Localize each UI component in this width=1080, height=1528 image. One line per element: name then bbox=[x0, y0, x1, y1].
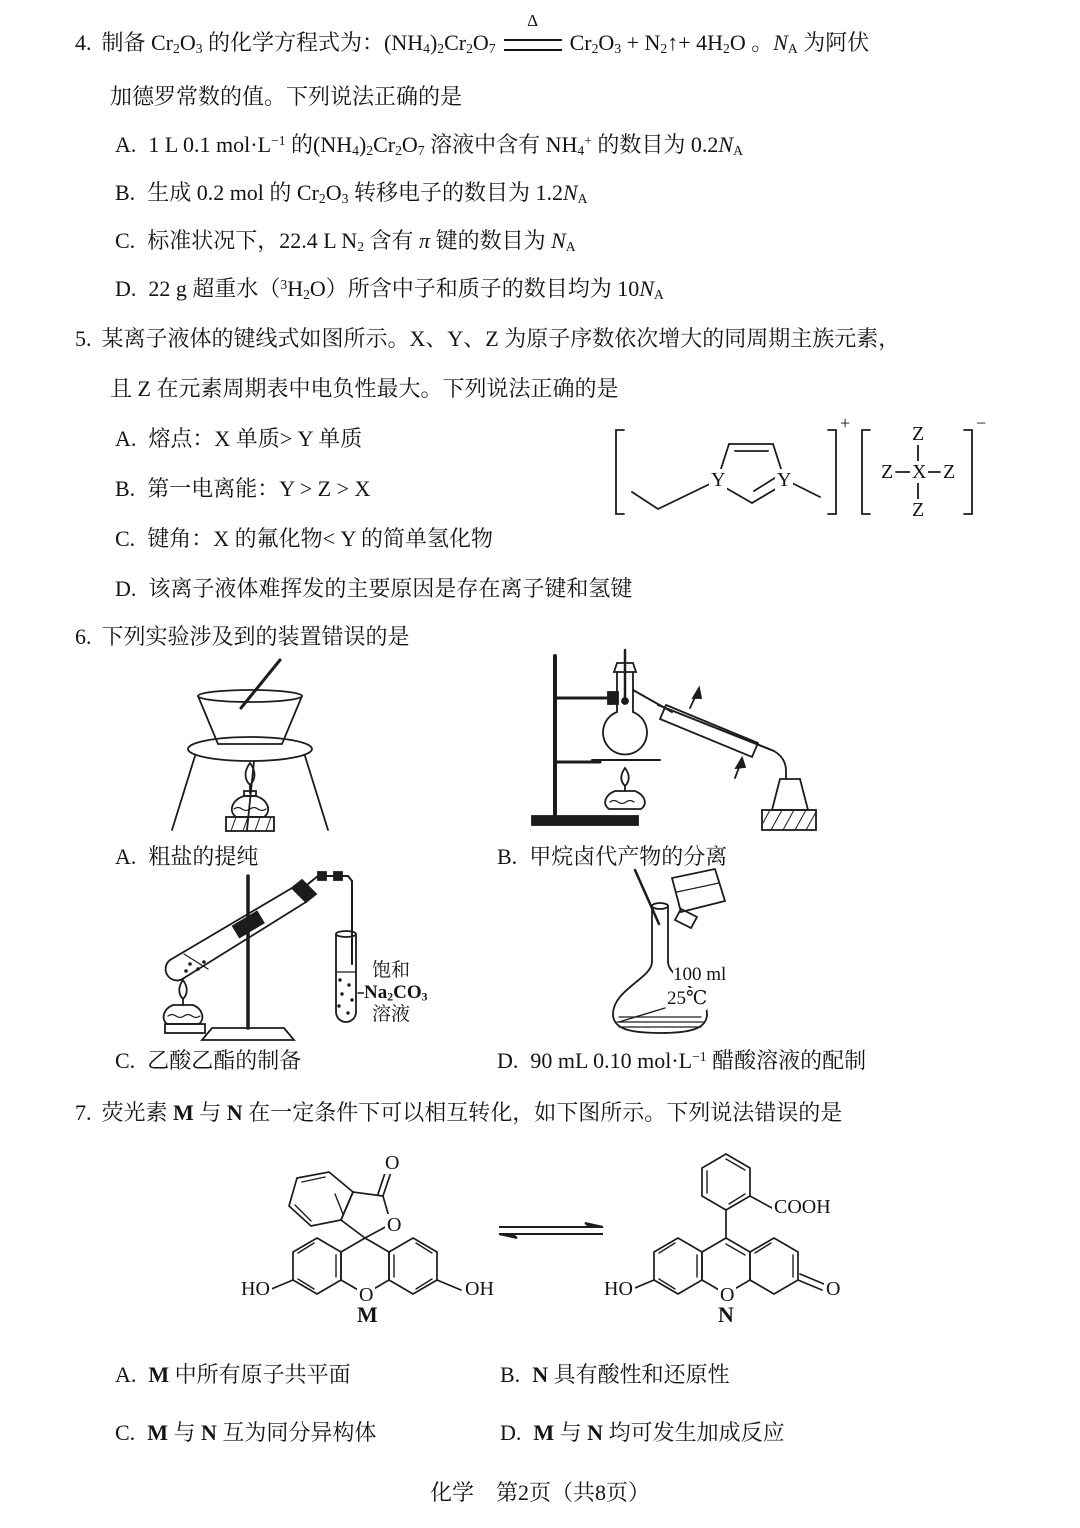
callout-line bbox=[619, 1008, 665, 1022]
stopper bbox=[292, 880, 316, 902]
flame bbox=[179, 980, 187, 999]
option-letter: B. bbox=[497, 844, 518, 869]
volume-label: 100 ml bbox=[673, 964, 727, 985]
option-text: 甲烷卤代产物的分离 bbox=[529, 844, 728, 869]
option-letter: B. bbox=[115, 180, 136, 205]
cation-charge: + bbox=[840, 413, 851, 433]
option-text: 该离子液体难挥发的主要原因是存在离子键和氢键 bbox=[148, 576, 633, 601]
q4-number: 4. bbox=[75, 30, 92, 55]
receiving-flask bbox=[772, 779, 808, 810]
iron-ring bbox=[188, 737, 312, 761]
atom-x: X bbox=[912, 461, 927, 483]
q7-option-c bbox=[115, 1416, 376, 1450]
q7-option-b bbox=[500, 1358, 730, 1392]
label-M: M bbox=[357, 1302, 378, 1327]
benzo-ring bbox=[289, 1172, 353, 1226]
anion-bracket-right bbox=[964, 430, 972, 514]
atom-O-ring: O bbox=[720, 1284, 735, 1306]
condenser-jacket bbox=[660, 705, 758, 757]
figure-ethyl-acetate-apparatus bbox=[120, 872, 450, 1042]
option-letter: C. bbox=[115, 228, 136, 253]
flame bbox=[621, 768, 629, 786]
atom-O-carbonyl: O bbox=[385, 1152, 400, 1174]
solution-label: 溶液 bbox=[372, 1004, 411, 1025]
q4-option-c bbox=[115, 224, 576, 258]
anion-charge: − bbox=[976, 413, 987, 433]
group-COOH: COOH bbox=[774, 1196, 831, 1218]
water-outlet-arrow bbox=[693, 688, 701, 698]
atom-z-left: Z bbox=[881, 461, 894, 483]
q4-stem-pre: 制备 $Cr_2O_3$ 的化学方程式为：$(NH_4)_2Cr_2O_7$ bbox=[101, 30, 496, 56]
option-letter: B. bbox=[500, 1362, 521, 1387]
atom-HO: HO bbox=[604, 1278, 633, 1300]
methyl-bond bbox=[792, 483, 820, 497]
option-text: 90 mL 0.10 $mol\cdot L^{-1}$ 醋酸溶液的配制 bbox=[530, 1048, 867, 1073]
option-letter: D. bbox=[115, 576, 137, 601]
q6-option-c bbox=[115, 1044, 301, 1078]
option-letter: D. bbox=[115, 276, 137, 301]
option-letter: A. bbox=[115, 426, 137, 451]
right-ring bbox=[389, 1238, 437, 1294]
option-text: 1 L 0.1 $mol\cdot L^{-1}$ 的$(NH_4)_2Cr_2O_7$ 溶液中含有 $NH_4^+$ 的数目为 $0.2N_A$ bbox=[148, 132, 743, 158]
q5-option-b bbox=[115, 472, 370, 506]
q6-stem bbox=[75, 620, 410, 654]
arrow-right bbox=[585, 1223, 603, 1227]
anion-bracket-left bbox=[862, 430, 870, 514]
thermometer-bulb bbox=[622, 698, 628, 704]
q6-option-d bbox=[497, 1044, 866, 1078]
water-inlet-arrow bbox=[736, 758, 745, 768]
q5-option-d bbox=[115, 572, 632, 606]
small-cup bbox=[675, 909, 697, 928]
tripod-leg bbox=[172, 756, 195, 830]
option-text: 标准状况下，22.4 L $N_2$ 含有 π 键的数目为 $N_A$ bbox=[147, 228, 576, 254]
delta-symbol: Δ bbox=[527, 10, 539, 30]
option-text: 生成 0.2 mol 的 $Cr_2O_3$ 转移电子的数目为 $1.2N_A$ bbox=[147, 180, 588, 206]
option-text: 熔点：X 单质> Y 单质 bbox=[148, 426, 363, 451]
tripod-leg bbox=[305, 756, 328, 830]
q5-stem-line1 bbox=[75, 322, 900, 356]
figure-volumetric-flask-apparatus bbox=[555, 866, 815, 1044]
adapter-bend bbox=[774, 751, 786, 779]
ethyl-chain bbox=[632, 480, 718, 509]
lamp-body bbox=[605, 791, 645, 809]
q7-number: 7. bbox=[75, 1100, 92, 1125]
q5-option-c bbox=[115, 522, 493, 556]
atom-O-ester: O bbox=[387, 1214, 402, 1236]
beaker bbox=[672, 869, 725, 912]
option-letter: A. bbox=[115, 844, 137, 869]
beaker-liquid bbox=[677, 883, 719, 892]
right-ring bbox=[750, 1238, 798, 1294]
atom-OH: OH bbox=[465, 1278, 494, 1300]
lamp-base bbox=[165, 1024, 205, 1033]
page-footer: 化学 第2页（共8页） bbox=[429, 1480, 650, 1505]
q5-stem-line2: 且 Z 在元素周期表中电负性最大。下列说法正确的是 bbox=[110, 376, 619, 401]
q7-stem bbox=[75, 1096, 842, 1130]
figure-distillation-apparatus bbox=[520, 648, 820, 838]
tube-connector bbox=[318, 872, 326, 880]
option-text: N 具有酸性和还原性 bbox=[532, 1362, 730, 1387]
atom-z-top: Z bbox=[912, 423, 925, 445]
option-text: 22 g 超重水$(^3H_2O)$所含中子和质子的数目均为 $10N_A$ bbox=[148, 276, 664, 302]
q5-number: 5. bbox=[75, 326, 92, 351]
ho-bond bbox=[269, 1280, 293, 1290]
q4-option-a bbox=[115, 128, 743, 162]
atom-y2: Y bbox=[777, 469, 792, 491]
q4-stem-line2: 加德罗常数的值。下列说法正确的是 bbox=[110, 84, 463, 109]
atom-HO: HO bbox=[241, 1278, 270, 1300]
q7-option-a bbox=[115, 1358, 351, 1392]
q4-stem-post: $Cr_2O_3$ + $N_2↑+ 4H_2O$ 。$N_A$ 为阿伏 bbox=[569, 30, 870, 56]
oh-bond bbox=[437, 1280, 461, 1290]
figure-evaporation-apparatus bbox=[150, 658, 430, 836]
left-ring bbox=[654, 1238, 702, 1294]
lamp-fuel bbox=[610, 801, 634, 804]
atom-z-bottom: Z bbox=[912, 499, 925, 521]
option-text: 第一电离能：Y > Z > X bbox=[147, 476, 371, 501]
label-N: N bbox=[718, 1302, 734, 1327]
benzo-ring bbox=[702, 1154, 750, 1210]
option-text: 乙酸乙酯的制备 bbox=[147, 1048, 302, 1073]
option-letter: C. bbox=[115, 1048, 136, 1073]
q4-option-b bbox=[115, 176, 587, 210]
option-letter: C. bbox=[115, 526, 136, 551]
test-tube-bottom bbox=[166, 960, 184, 980]
q7-option-d bbox=[500, 1416, 785, 1450]
equilibrium-arrow bbox=[495, 1222, 607, 1240]
option-letter: A. bbox=[115, 1362, 137, 1387]
arrow-left bbox=[499, 1234, 517, 1238]
lamp-fuel bbox=[168, 1015, 200, 1018]
glass-rod bbox=[635, 870, 659, 924]
atom-z-right: Z bbox=[943, 461, 956, 483]
q6-stem-text: 下列实验涉及到的装置错误的是 bbox=[101, 624, 410, 649]
option-letter: A. bbox=[115, 132, 137, 157]
q4-option-d bbox=[115, 272, 664, 306]
q4-stem-line1 bbox=[75, 10, 870, 60]
q6-option-a bbox=[115, 840, 258, 874]
heat-condition-equals bbox=[504, 10, 562, 51]
left-ring bbox=[293, 1238, 341, 1294]
option-letter: C. bbox=[115, 1420, 136, 1445]
atom-O-exo: O bbox=[826, 1278, 841, 1300]
q5-ionic-liquid-structure bbox=[612, 412, 992, 534]
saturated-label: 饱和 bbox=[372, 960, 411, 981]
structure-N-fluorescein-open bbox=[604, 1138, 868, 1333]
atom-y1: Y bbox=[711, 469, 726, 491]
option-text: 键角：X 的氟化物< Y 的简单氢化物 bbox=[147, 526, 494, 551]
cooh-bond bbox=[750, 1196, 772, 1208]
na2co3-label: $Na_2CO_3$ bbox=[364, 982, 428, 1004]
temperature-label: 25℃ bbox=[667, 988, 708, 1009]
option-letter: D. bbox=[500, 1420, 522, 1445]
option-letter: D. bbox=[497, 1048, 519, 1073]
option-text: M 与 N 互为同分异构体 bbox=[147, 1420, 377, 1445]
q6-number: 6. bbox=[75, 624, 92, 649]
lactone-ring bbox=[341, 1192, 391, 1238]
distilling-flask bbox=[603, 712, 647, 754]
tube-connector bbox=[334, 872, 342, 880]
atom-O-ring: O bbox=[359, 1284, 374, 1306]
structure-M-fluorescein-lactone bbox=[235, 1138, 525, 1333]
flask-mouth bbox=[652, 903, 668, 909]
option-text: 粗盐的提纯 bbox=[148, 844, 259, 869]
double-line bbox=[504, 39, 562, 51]
q5-option-a bbox=[115, 422, 362, 456]
block-hatch bbox=[763, 810, 816, 830]
option-text: M 中所有原子共平面 bbox=[148, 1362, 351, 1387]
q5-stem-text: 某离子液体的键线式如图所示。X、Y、Z 为原子序数依次增大的同周期主族元素， bbox=[101, 326, 901, 351]
stand-base bbox=[202, 1028, 294, 1040]
delivery-tube bbox=[308, 876, 352, 964]
stand-base bbox=[532, 816, 638, 825]
q7-stem-text: 荧光素 M 与 N 在一定条件下可以相互转化，如下图所示。下列说法错误的是 bbox=[101, 1100, 843, 1125]
cation-bracket-left bbox=[616, 430, 624, 514]
option-text: M 与 N 均可发生加成反应 bbox=[533, 1420, 785, 1445]
base-hatch bbox=[231, 817, 271, 831]
option-letter: B. bbox=[115, 476, 136, 501]
q5-structure-drawing bbox=[612, 412, 992, 534]
condenser-inner-tube bbox=[658, 705, 774, 751]
cation-bracket-right bbox=[828, 430, 836, 514]
